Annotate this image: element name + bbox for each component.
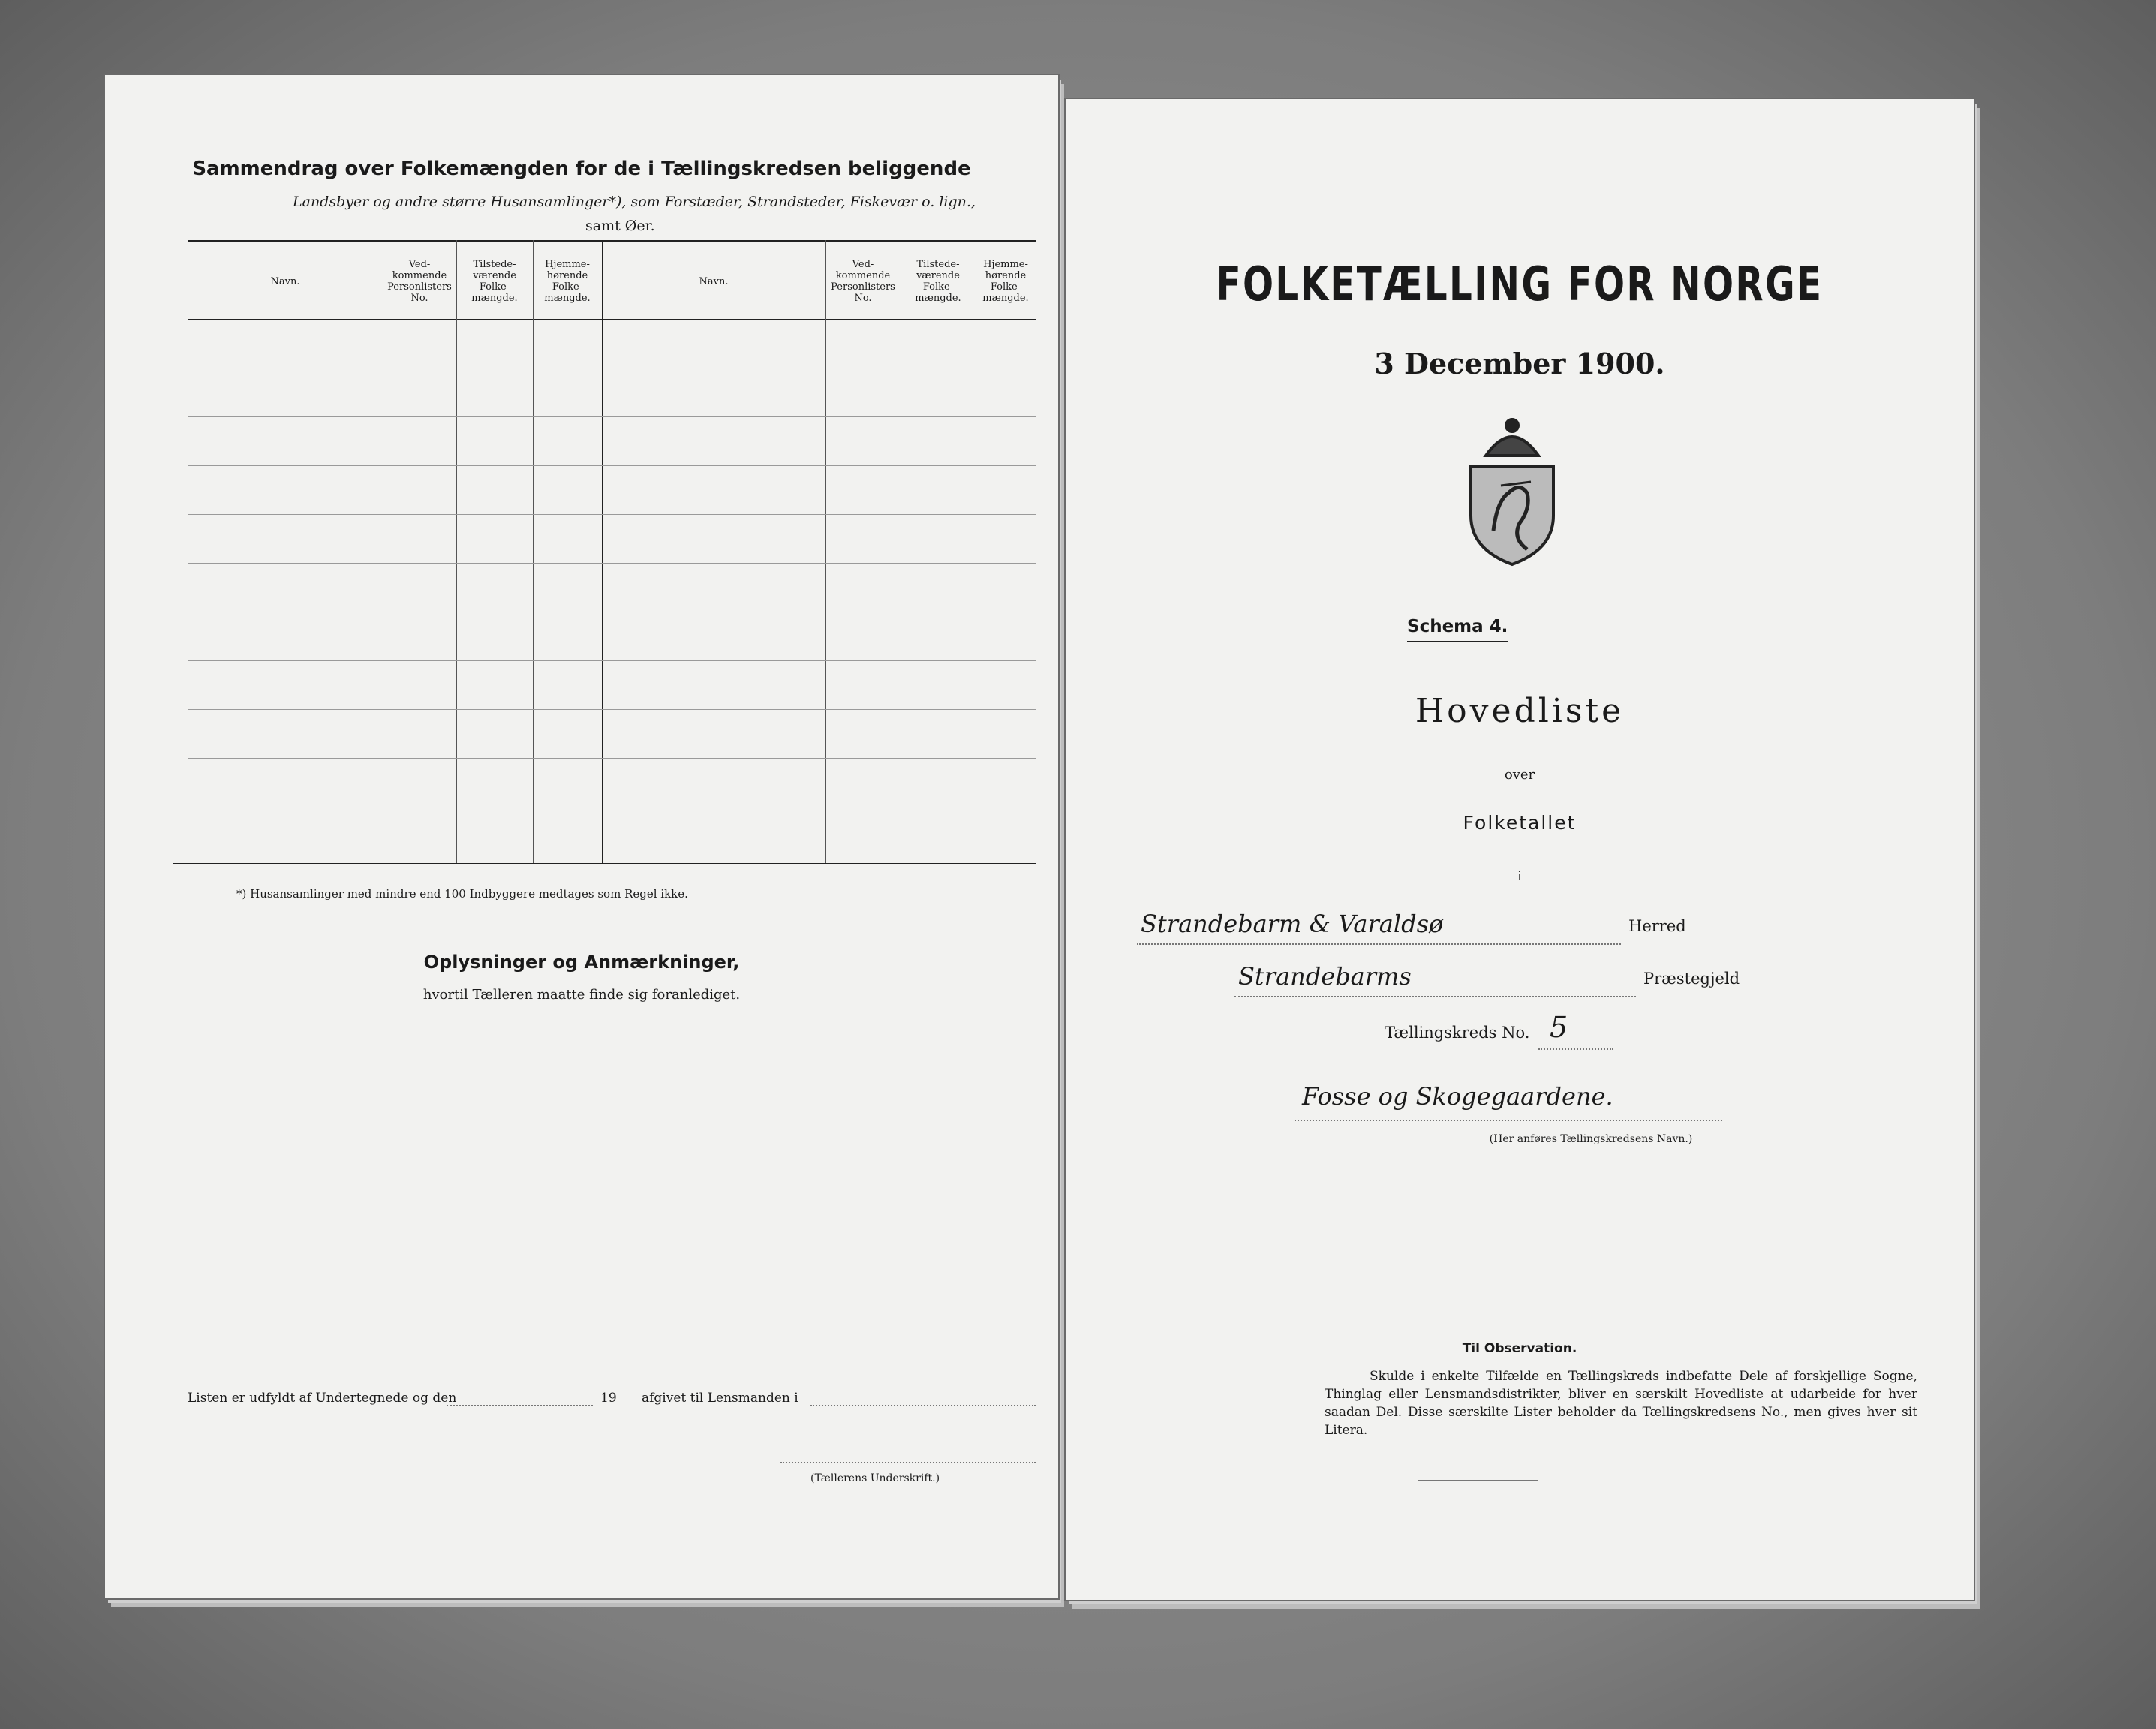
census-date: 3 December 1900. — [1374, 347, 1665, 380]
signature-text: Listen er udfyldt af Undertegnede og den — [188, 1391, 457, 1406]
header-tilstede-right: Tilstede- værende Folke- mængde. — [915, 259, 961, 304]
kretsnavn-line — [1295, 1120, 1722, 1121]
header-hjemme-left: Hjemme- hørende Folke- mængde. — [544, 259, 591, 304]
signature-year: 19 — [600, 1391, 617, 1406]
header-tilstede-left: Tilstede- værende Folke- mængde. — [471, 259, 518, 304]
header-navn-right: Navn. — [699, 276, 729, 287]
table-row — [188, 563, 1036, 564]
left-page — [105, 75, 1058, 1598]
observation-title: Til Observation. — [1462, 1341, 1577, 1356]
notes-subtitle: hvortil Tælleren maatte finde sig foranlediget. — [422, 987, 741, 1003]
lensmand-blank — [810, 1405, 1036, 1406]
i-label: i — [1517, 868, 1522, 884]
footnote: *) Husansamlinger med mindre end 100 Indbyggere medtages som Regel ikke. — [236, 887, 688, 901]
herred-line — [1137, 943, 1621, 945]
notes-title: Oplysninger og Anmærkninger, — [423, 952, 740, 973]
signature-caption: (Tællerens Underskrift.) — [810, 1472, 940, 1484]
kretsnavn-value: Fosse og Skogegaardene. — [1302, 1082, 1613, 1111]
header-vedkommende-left: Ved- kommende Personlisters No. — [387, 259, 452, 304]
header-vedkommende-right: Ved- kommende Personlisters No. — [831, 259, 895, 304]
table-row — [188, 514, 1036, 515]
herred-label: Herred — [1628, 917, 1686, 935]
krets-line — [1538, 1048, 1613, 1050]
col-divider — [533, 240, 534, 863]
prestegjeld-value: Strandebarms — [1238, 962, 1412, 991]
norway-coat-of-arms-icon — [1456, 410, 1568, 568]
kretsnavn-caption: (Her anføres Tællingskredsens Navn.) — [1489, 1133, 1693, 1145]
over-label: over — [1504, 767, 1535, 783]
table-top-rule — [188, 240, 1036, 242]
hovedliste-heading: Hovedliste — [1415, 692, 1625, 730]
table-row — [188, 758, 1036, 759]
table-row — [188, 416, 1036, 417]
header-navn-left: Navn. — [270, 276, 300, 287]
herred-value: Strandebarm & Varaldsø — [1141, 910, 1444, 938]
krets-value: 5 — [1550, 1011, 1568, 1044]
col-divider — [825, 240, 826, 863]
date-blank — [447, 1405, 593, 1406]
summary-subtitle-line1: Landsbyer og andre større Husansamlinger*), som Forstæder, Strandsteder, Fiskevær o. lign., — [293, 194, 976, 210]
table-row — [188, 465, 1036, 466]
signature-lensmand: afgivet til Lensmanden i — [642, 1391, 798, 1406]
table-header-rule — [188, 319, 1036, 320]
table-row — [188, 660, 1036, 661]
prestegjeld-line — [1234, 996, 1636, 997]
prestegjeld-label: Præstegjeld — [1643, 970, 1740, 988]
table-row — [188, 709, 1036, 710]
census-title: FOLKETÆLLING FOR NORGE — [1216, 257, 1824, 311]
header-hjemme-right: Hjemme- hørende Folke- mængde. — [982, 259, 1029, 304]
table-bottom-rule — [173, 863, 1036, 864]
summary-subtitle-line2: samt Øer. — [585, 218, 655, 234]
krets-label: Tællingskreds No. — [1385, 1024, 1530, 1042]
col-divider — [456, 240, 457, 863]
table-center-divider — [602, 240, 603, 863]
observation-text: Skulde i enkelte Tilfælde en Tællingskreds indbefatte Dele af forskjellige Sogne, Thinglag eller Lensmandsdistrikter, bliver en særskilt Hovedliste at udarbeide for hver saadan Del. Disse særskilte Lister beholder da Tællingskredsens No., men gives hver sit Litera. — [1325, 1369, 1917, 1438]
signature-blank — [780, 1462, 1036, 1463]
folketallet-heading: Folketallet — [1463, 812, 1577, 834]
right-page — [1066, 99, 1974, 1600]
end-rule — [1418, 1480, 1538, 1481]
summary-title: Sammendrag over Folkemængden for de i Tællingskredsen beliggende — [192, 158, 971, 180]
schema-label: Schema 4. — [1407, 617, 1508, 642]
